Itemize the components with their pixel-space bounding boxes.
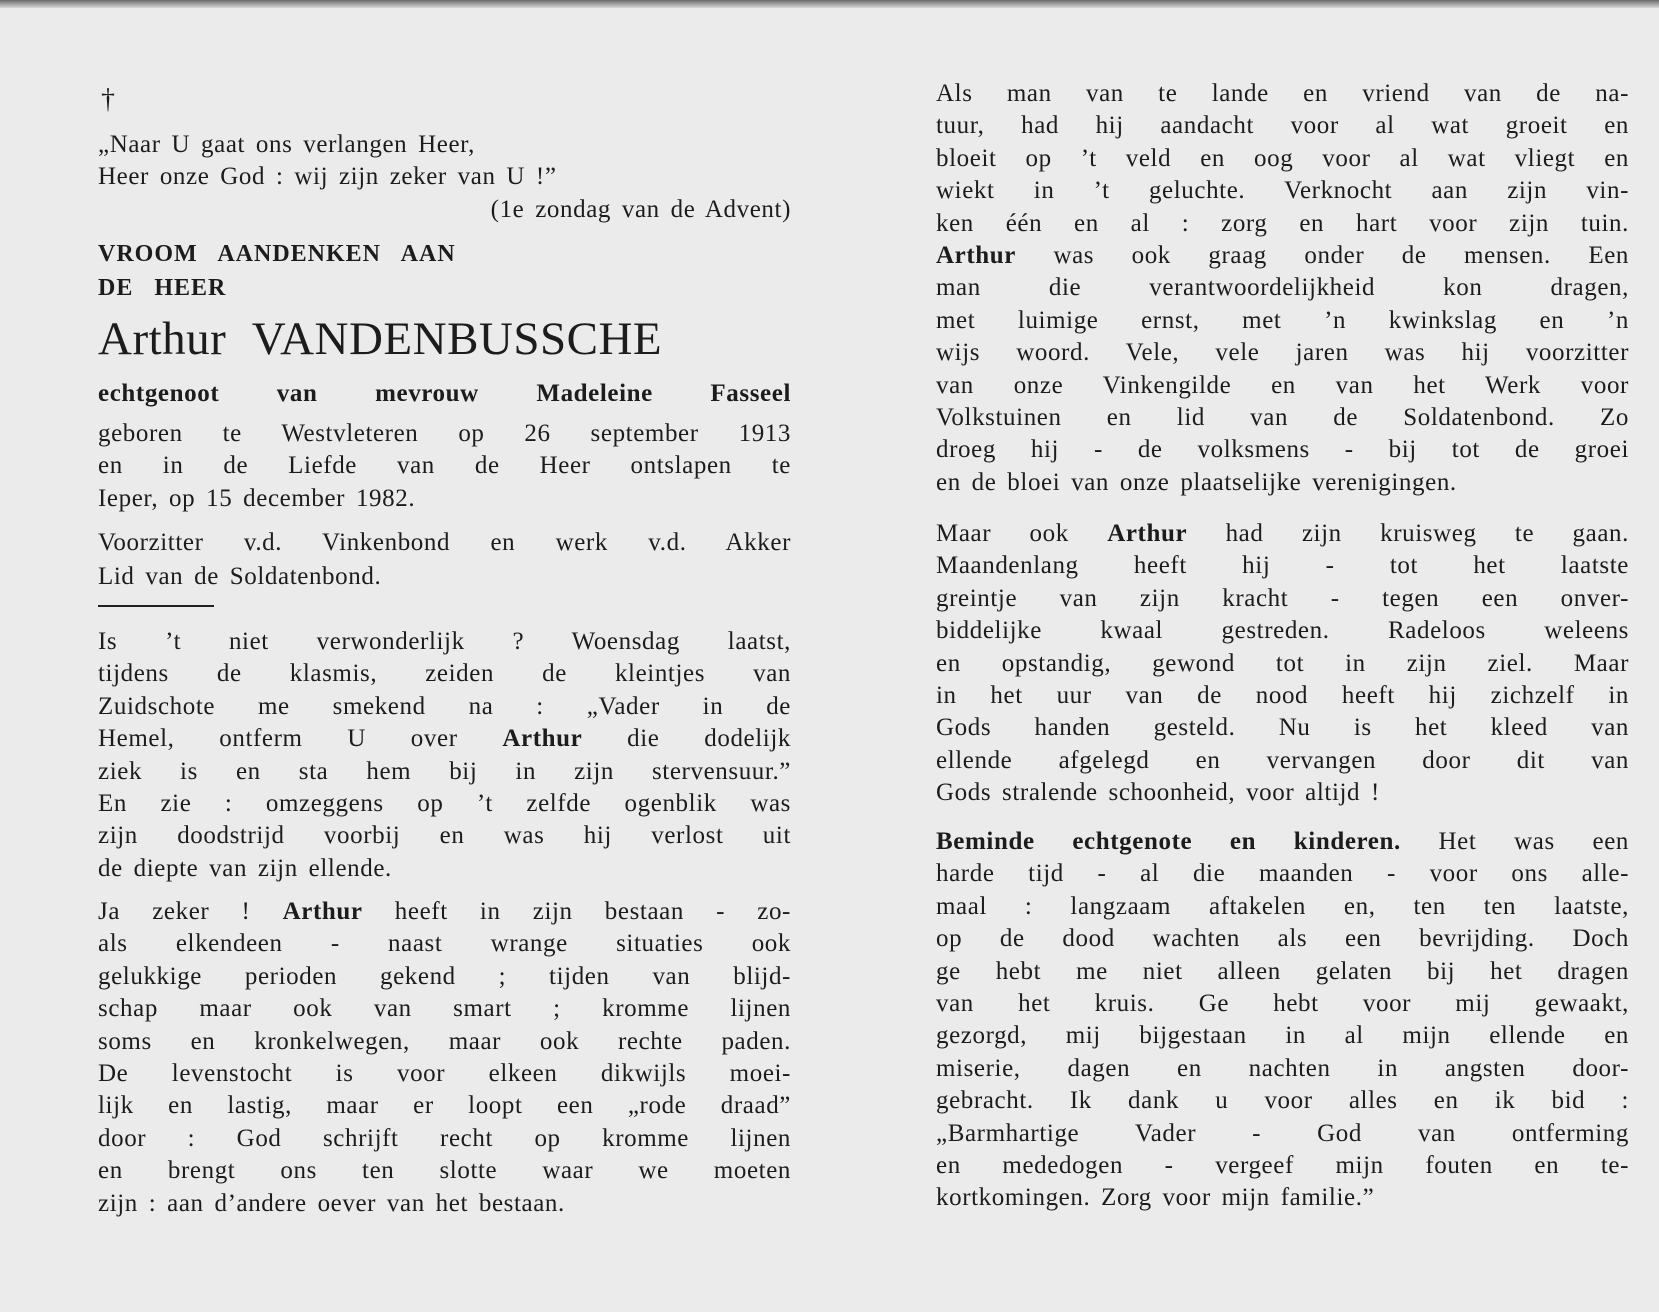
bold-text: Arthur (502, 725, 583, 753)
info-line: en in de Liefde van de Heer ontslapen te (98, 452, 791, 480)
text-line (936, 826, 1629, 858)
bold-text: Arthur (1107, 520, 1188, 547)
text-line: tuur, had hij aandacht voor al wat groeit en (936, 112, 1629, 140)
text-line: De levenstocht is voor elkeen dikwijls moei- (98, 1059, 791, 1087)
text: was ook graag onder de mensen. Een (1015, 241, 1629, 269)
text-line: zijn : aan d’andere oever van het bestaan. (98, 1189, 565, 1217)
text-line: bloeit op ’t veld en oog voor al wat vliegt en (936, 144, 1629, 172)
text-line: wijs woord. Vele, vele jaren was hij voorzitter (936, 339, 1629, 367)
text-line: kortkomingen. Zorg voor mijn familie.” (936, 1184, 1375, 1212)
text-line: Volkstuinen en lid van de Soldatenbond. Zo (936, 403, 1629, 431)
role-line: Voorzitter v.d. Vinkenbond en werk v.d. Akker (98, 529, 791, 556)
text-line: soms en kronkelwegen, maar ook rechte paden. (98, 1027, 791, 1055)
text-line: gelukkige perioden gekend ; tijden van blijd- (98, 962, 791, 990)
text-line: Gods stralende schoonheid, voor altijd ! (936, 779, 1380, 807)
quote-line: „Naar U gaat ons verlangen Heer, (98, 131, 475, 158)
bold-text: Arthur (282, 898, 363, 925)
text-line: harde tijd - al die maanden - voor ons alle- (936, 860, 1629, 888)
text-line: greintje van zijn kracht - tegen een onver- (936, 584, 1629, 612)
text-line: gebracht. Ik dank u voor alles en ik bid : (936, 1087, 1629, 1115)
text-line: lijk en lastig, maar er loopt een „rode draad” (98, 1092, 791, 1120)
text: Hemel, ontferm U over (98, 725, 503, 753)
text-line: van het kruis. Ge hebt voor mij gewaakt, (936, 989, 1629, 1017)
text-line: Is ’t niet verwonderlijk ? Woensdag laatst, (98, 628, 791, 655)
left-paragraph (98, 626, 791, 885)
text-line: door : God schrijft recht op kromme lijnen (98, 1124, 791, 1152)
text-line (98, 723, 791, 755)
text-line: op de dood wachten als een bevrijding. Doch (936, 925, 1629, 953)
text-line: wiekt in ’t geluchte. Verknocht aan zijn vin- (936, 177, 1629, 205)
divider (98, 605, 214, 607)
text: die dodelijk (582, 725, 791, 753)
scan-top-edge (0, 0, 1659, 8)
opening-quote (98, 129, 791, 226)
text-line: en brengt ons ten slotte waar we moeten (98, 1157, 791, 1185)
text-line: gezorgd, mij bijgestaan in al mijn ellende en (936, 1022, 1629, 1050)
info-line: Ieper, op 15 december 1982. (98, 484, 416, 512)
left-paragraph (98, 896, 791, 1220)
spouse-line (98, 378, 791, 410)
bold-text: Arthur (936, 241, 1016, 269)
cross-icon: † (101, 84, 115, 115)
right-paragraph (936, 518, 1629, 810)
roles (98, 525, 791, 593)
text-line: met luimige ernst, met ’n kwinkslag en ’n (936, 306, 1629, 334)
text-line: Maandenlang heeft hij - tot het laatste (936, 552, 1629, 580)
text-line: Als man van te lande en vriend van de na- (936, 80, 1629, 107)
text: had zijn kruisweg te gaan. (1187, 520, 1629, 547)
text-line: en de bloei van onze plaatselijke verenigingen. (936, 468, 1457, 496)
text-line: ge hebt me niet alleen gelaten bij het dragen (936, 957, 1629, 985)
text-line (98, 896, 791, 928)
right-paragraph (936, 78, 1629, 499)
text-line: droeg hij - de volksmens - bij tot de groei (936, 436, 1629, 464)
heading (98, 236, 791, 304)
right-paragraph (936, 826, 1629, 1215)
text-line: biddelijke kwaal gestreden. Radeloos weleens (936, 617, 1629, 645)
text-line: ken één en al : zorg en hart voor zijn tuin. (936, 209, 1629, 237)
text-line: miserie, dagen en nachten in angsten door- (936, 1054, 1629, 1082)
text-line (936, 518, 1629, 550)
text-line: maal : langzaam aftakelen en, ten ten laatste, (936, 892, 1629, 920)
info-line: geboren te Westvleteren op 26 september 1913 (98, 420, 791, 447)
heading-line: VROOM AANDENKEN AAN (98, 241, 456, 267)
birth-death-info (98, 418, 791, 515)
text-line: en opstandig, gewond tot in zijn ziel. Maar (936, 649, 1629, 677)
deceased-name: Arthur VANDENBUSSCHE (98, 313, 663, 365)
spouse-text: echtgenoot van mevrouw Madeleine Fasseel (98, 380, 791, 407)
text: heeft in zijn bestaan - zo- (362, 898, 791, 925)
text-line: ellende afgelegd en vervangen door dit van (936, 746, 1629, 774)
text-line: als elkendeen - naast wrange situaties ook (98, 930, 791, 958)
text-line: Gods handen gesteld. Nu is het kleed van (936, 714, 1629, 742)
text-line: Zuidschote me smekend na : „Vader in de (98, 692, 791, 720)
text-line: tijdens de klasmis, zeiden de kleintjes van (98, 660, 791, 688)
text-line: ziek is en sta hem bij in zijn stervensuur.” (98, 757, 791, 785)
text-line: „Barmhartige Vader - God van ontferming (936, 1119, 1629, 1147)
text-line: En zie : omzeggens op ’t zelfde ogenblik was (98, 789, 791, 817)
heading-line: DE HEER (98, 275, 227, 301)
text-line: schap maar ook van smart ; kromme lijnen (98, 995, 791, 1023)
text-line: man die verantwoordelijkheid kon dragen, (936, 274, 1629, 302)
text-line: in het uur van de nood heeft hij zichzelf in (936, 681, 1629, 709)
text-line (936, 240, 1629, 272)
quote-line: Heer onze God : wij zijn zeker van U !” (98, 163, 557, 191)
text: Maar ook (936, 520, 1108, 547)
bold-text: Beminde echtgenote en kinderen. (936, 828, 1401, 855)
quote-source: (1e zondag van de Advent) (490, 195, 791, 223)
text: Het was een (1400, 828, 1629, 855)
text-line: van onze Vinkengilde en van het Werk voor (936, 371, 1629, 399)
text: Ja zeker ! (98, 898, 283, 925)
text-line: de diepte van zijn ellende. (98, 854, 392, 882)
text-line: zijn doodstrijd voorbij en was hij verlost uit (98, 822, 791, 850)
role-line: Lid van de Soldatenbond. (98, 563, 382, 590)
text-line: en mededogen - vergeef mijn fouten en te- (936, 1151, 1629, 1179)
